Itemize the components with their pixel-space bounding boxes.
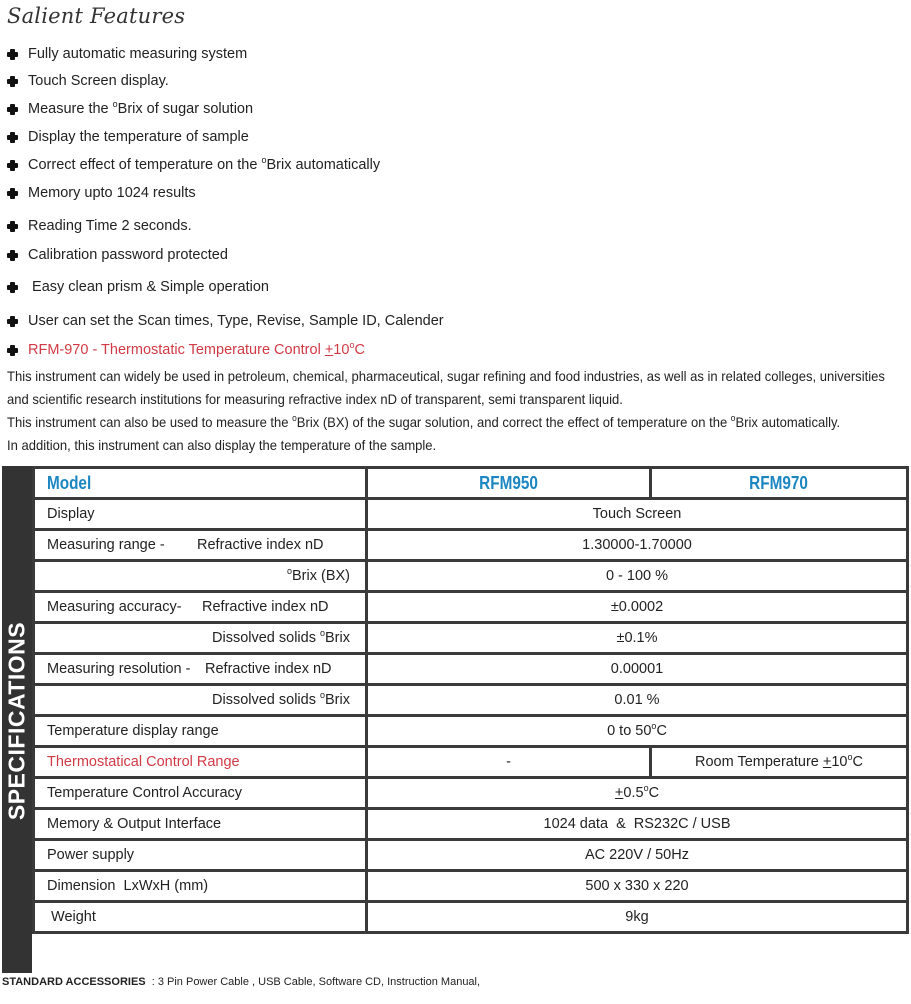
row-value: 0 - 100 % <box>367 561 908 592</box>
row-label-highlight: Thermostatical Control Range <box>34 747 367 778</box>
feature-text: Touch Screen display. <box>28 73 169 89</box>
table-row <box>34 561 908 592</box>
row-value: 1.30000-1.70000 <box>367 530 908 561</box>
feature-item <box>7 313 444 329</box>
header-rfm970: RFM970 <box>651 468 908 499</box>
bullet-icon <box>7 49 18 60</box>
row-label: Weight <box>34 902 367 933</box>
bullet-icon <box>7 104 18 115</box>
table-row <box>34 871 908 902</box>
row-label: $^o$Brix (BX) <box>34 561 367 592</box>
row-label: Dissolved solids $^o$Brix <box>34 623 367 654</box>
table-row <box>34 623 908 654</box>
feature-text: Measure the $^o$Brix of sugar solution <box>28 99 254 117</box>
feature-item <box>7 279 269 295</box>
feature-item-highlight <box>7 342 365 358</box>
row-value: 9kg <box>367 902 908 933</box>
feature-item <box>7 129 249 145</box>
bullet-icon <box>7 132 18 143</box>
bullet-icon <box>7 160 18 171</box>
row-label: Measuring resolution - Refractive index nD <box>34 654 367 685</box>
table-row <box>34 530 908 561</box>
feature-item <box>7 218 192 234</box>
table-row <box>34 840 908 871</box>
bullet-icon <box>7 282 18 293</box>
row-label: Measuring range - Refractive index nD <box>34 530 367 561</box>
description-line: and scientific research institutions for measuring refractive index nD of transparent, semi transparent liquid. <box>7 391 623 407</box>
row-value: ±0.0002 <box>367 592 908 623</box>
bullet-icon <box>7 221 18 232</box>
row-value: 500 x 330 x 220 <box>367 871 908 902</box>
table-row <box>34 809 908 840</box>
table-row <box>34 685 908 716</box>
bullet-icon <box>7 316 18 327</box>
feature-text: Correct effect of temperature on the $^o$Brix automatically <box>28 155 381 173</box>
feature-text: Fully automatic measuring system <box>28 46 248 62</box>
bullet-icon <box>7 188 18 199</box>
row-label: Dissolved solids $^o$Brix <box>34 685 367 716</box>
specifications-table <box>2 466 906 973</box>
row-value: ±0.1% <box>367 623 908 654</box>
standard-accessories: STANDARD ACCESSORIES : 3 Pin Power Cable , USB Cable, Software CD, Instruction Manual, <box>2 976 481 988</box>
table-header-row <box>34 468 908 499</box>
table-row <box>34 654 908 685</box>
row-label: Display <box>34 499 367 530</box>
row-label: Memory & Output Interface <box>34 809 367 840</box>
page-title: Salient Features <box>7 4 186 28</box>
row-value: AC 220V / 50Hz <box>367 840 908 871</box>
row-label: Dimension LxWxH (mm) <box>34 871 367 902</box>
row-label: Temperature Control Accuracy <box>34 778 367 809</box>
feature-text: Reading Time 2 seconds. <box>28 218 192 234</box>
header-model: Model <box>34 468 367 499</box>
table-row <box>34 778 908 809</box>
feature-item <box>7 185 196 201</box>
table-row <box>34 747 908 778</box>
header-rfm950: RFM950 <box>367 468 651 499</box>
table-row <box>34 716 908 747</box>
table-row <box>34 499 908 530</box>
bullet-icon <box>7 250 18 261</box>
row-label: Power supply <box>34 840 367 871</box>
feature-item <box>7 157 380 173</box>
description-line: This instrument can also be used to measure the $^o$Brix (BX) of the sugar solution, and correct the effect of temperature on the $^o$Brix automatically. <box>7 413 841 430</box>
table-row <box>34 592 908 623</box>
feature-text: Display the temperature of sample <box>28 129 249 145</box>
feature-text: Memory upto 1024 results <box>28 185 196 201</box>
feature-item <box>7 101 253 117</box>
feature-item <box>7 73 169 89</box>
description-line: This instrument can widely be used in petroleum, chemical, pharmaceutical, sugar refining and food industries, as well as in related colleges, universities <box>7 368 885 384</box>
feature-text: RFM-970 - Thermostatic Temperature Control $+10^oC$ <box>28 340 365 358</box>
bullet-icon <box>7 345 18 356</box>
feature-item <box>7 247 228 263</box>
row-label: Temperature display range <box>34 716 367 747</box>
feature-text: User can set the Scan times, Type, Revise, Sample ID, Calender <box>28 313 444 329</box>
row-value-rfm970: Room Temperature $+10^oC$ <box>651 747 908 778</box>
row-value: 0 to 50$^o$C <box>367 716 908 747</box>
table-row <box>34 902 908 933</box>
specifications-side-label: SPECIFICATIONS <box>2 466 32 973</box>
row-value: 0.00001 <box>367 654 908 685</box>
row-value-rfm950: - <box>367 747 651 778</box>
feature-text: Calibration password protected <box>28 247 228 263</box>
row-label: Measuring accuracy- Refractive index nD <box>34 592 367 623</box>
description-line: In addition, this instrument can also display the temperature of the sample. <box>7 437 437 453</box>
row-value: 0.01 % <box>367 685 908 716</box>
row-value: $+0.5^oC$ <box>367 778 908 809</box>
bullet-icon <box>7 76 18 87</box>
feature-text: Easy clean prism & Simple operation <box>28 279 269 295</box>
row-value: 1024 data & RS232C / USB <box>367 809 908 840</box>
feature-item <box>7 46 247 62</box>
row-value: Touch Screen <box>367 499 908 530</box>
